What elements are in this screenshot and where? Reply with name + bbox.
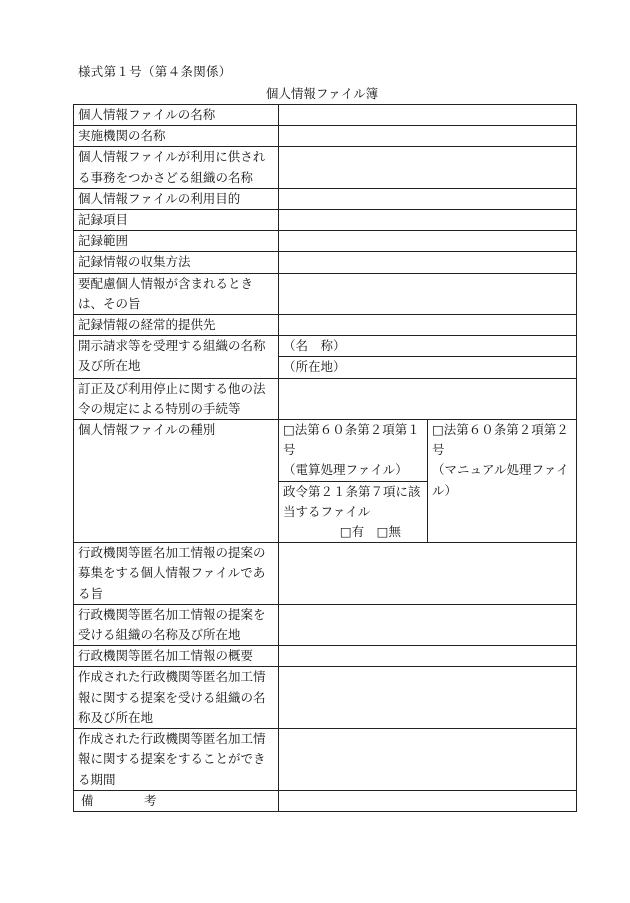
value-agency-name[interactable] <box>279 126 577 147</box>
table-row <box>74 188 577 209</box>
value-disclosure-name[interactable]: （名 称） <box>279 336 577 357</box>
option-electronic-text: □法第６０条第２項第１号 <box>283 422 420 458</box>
table-row <box>74 604 577 645</box>
value-regular-recipients[interactable] <box>279 315 577 336</box>
table-row <box>74 252 577 273</box>
table-row <box>74 210 577 231</box>
option-manual-text: □法第６０条第２項第２号 <box>432 422 569 458</box>
label-responsible-org: 個人情報ファイルが利用に供される事務をつかさどる組織の名称 <box>74 147 279 188</box>
table-row <box>74 336 577 357</box>
value-collection-method[interactable] <box>279 252 577 273</box>
table-row <box>74 667 577 729</box>
form-title: 個人情報ファイル簿 <box>265 86 379 101</box>
table-row <box>74 126 577 147</box>
form-number: 様式第１号（第４条関係） <box>78 64 232 79</box>
label-regular-recipients: 記録情報の経常的提供先 <box>74 315 279 336</box>
label-anon-proposal-solicit: 行政機関等匿名加工情報の提案の募集をする個人情報ファイルである旨 <box>74 543 279 605</box>
value-sensitive-info[interactable] <box>279 273 577 314</box>
table-row <box>74 378 577 419</box>
remarks-char-1: 備 <box>81 792 94 808</box>
label-disclosure-org: 開示請求等を受理する組織の名称及び所在地 <box>74 336 279 378</box>
value-remarks[interactable] <box>279 790 577 811</box>
file-type-option-electronic[interactable] <box>279 420 428 482</box>
value-special-procedures[interactable] <box>279 378 577 419</box>
table-row <box>74 729 577 791</box>
label-created-anon-org: 作成された行政機関等匿名加工情報に関する提案を受ける組織の名称及び所在地 <box>74 667 279 729</box>
option-manual-note: （マニュアル処理ファイル） <box>432 462 569 498</box>
label-created-anon-period: 作成された行政機関等匿名加工情報に関する提案をすることができる期間 <box>74 729 279 791</box>
label-sensitive-info: 要配慮個人情報が含まれるときは、その旨 <box>74 273 279 314</box>
table-row <box>74 315 577 336</box>
label-anon-overview: 行政機関等匿名加工情報の概要 <box>74 646 279 667</box>
value-record-items[interactable] <box>279 210 577 231</box>
table-row <box>74 147 577 188</box>
label-record-scope: 記録範囲 <box>74 231 279 252</box>
personal-info-file-register-table <box>73 104 577 812</box>
value-purpose[interactable] <box>279 188 577 209</box>
ordinance-file-text: 政令第２１条第７項に該当するファイル <box>283 483 421 519</box>
value-file-name[interactable] <box>279 105 577 126</box>
value-anon-proposal-solicit[interactable] <box>279 543 577 605</box>
value-responsible-org[interactable] <box>279 147 577 188</box>
value-anon-proposal-org[interactable] <box>279 604 577 645</box>
label-remarks <box>74 790 279 811</box>
label-collection-method: 記録情報の収集方法 <box>74 252 279 273</box>
label-record-items: 記録項目 <box>74 210 279 231</box>
table-row <box>74 543 577 605</box>
label-special-procedures: 訂正及び利用停止に関する他の法令の規定による特別の手続等 <box>74 378 279 419</box>
value-disclosure-address[interactable]: （所在地） <box>279 357 577 378</box>
option-electronic-note: （電算処理ファイル） <box>283 462 408 478</box>
value-record-scope[interactable] <box>279 231 577 252</box>
table-row <box>74 105 577 126</box>
table-row <box>74 273 577 314</box>
table-row <box>74 790 577 811</box>
file-type-option-manual[interactable] <box>428 420 577 543</box>
remarks-char-2: 考 <box>144 792 157 808</box>
label-file-type: 個人情報ファイルの種別 <box>74 420 279 543</box>
label-purpose: 個人情報ファイルの利用目的 <box>74 188 279 209</box>
table-row <box>74 646 577 667</box>
label-file-name: 個人情報ファイルの名称 <box>74 105 279 126</box>
table-row <box>74 231 577 252</box>
label-agency-name: 実施機関の名称 <box>74 126 279 147</box>
label-anon-proposal-org: 行政機関等匿名加工情報の提案を受ける組織の名称及び所在地 <box>74 604 279 645</box>
value-anon-overview[interactable] <box>279 646 577 667</box>
ordinance-file-cell[interactable] <box>279 481 428 543</box>
yes-no-checkboxes[interactable]: □有 □無 <box>339 524 401 540</box>
value-created-anon-org[interactable] <box>279 667 577 729</box>
value-created-anon-period[interactable] <box>279 729 577 791</box>
table-row <box>74 420 577 482</box>
